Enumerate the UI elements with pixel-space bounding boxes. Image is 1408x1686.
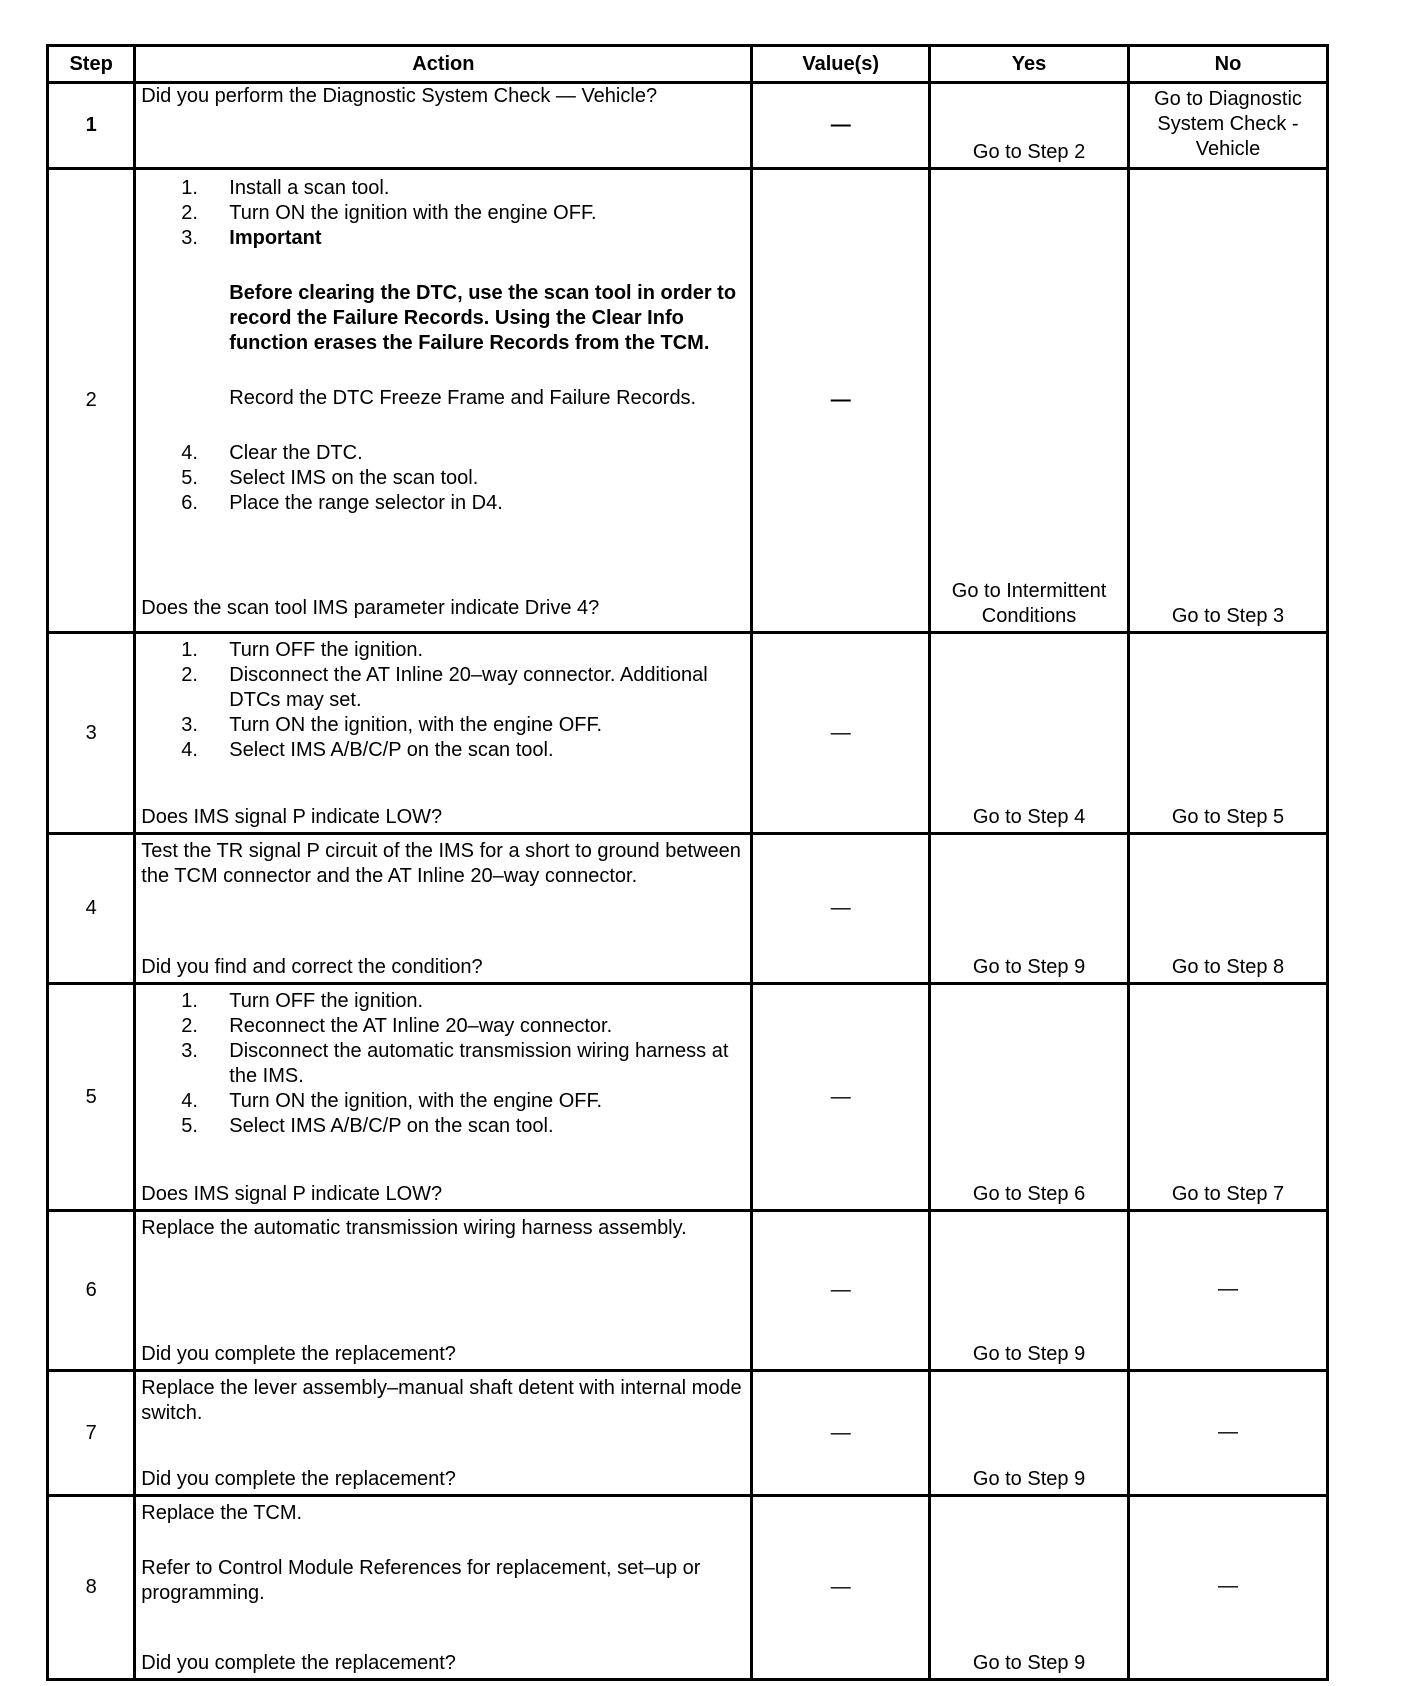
yes-cell: Go to Step 4 [930, 633, 1129, 834]
list-item: 3. Turn ON the ignition, with the engine OFF. [181, 714, 603, 736]
header-step: Step [48, 46, 135, 83]
table-row [48, 633, 1328, 834]
question-text: Does IMS signal P indicate LOW? [141, 806, 443, 828]
record-instruction: Record the DTC Freeze Frame and Failure Records. [229, 387, 697, 409]
step-number: 6 [48, 1211, 135, 1371]
action-text: Refer to Control Module References for replacement, set–up or programming. [141, 1557, 701, 1604]
value-cell: — [752, 83, 930, 169]
action-cell [135, 169, 752, 633]
no-cell: Go to Step 8 [1129, 834, 1328, 984]
action-text: Replace the TCM. [141, 1502, 303, 1524]
list-item: 5. Select IMS on the scan tool. [181, 467, 479, 489]
action-cell [135, 1371, 752, 1496]
list-item: 5. Select IMS A/B/C/P on the scan tool. [181, 1115, 554, 1137]
value-cell: — [752, 633, 930, 834]
action-cell [135, 633, 752, 834]
header-action: Action [135, 46, 752, 83]
list-item: 1. Install a scan tool. [181, 177, 390, 199]
yes-cell: Go to Step 9 [930, 1496, 1129, 1680]
action-cell [135, 984, 752, 1211]
table-row [48, 834, 1328, 984]
action-cell [135, 834, 752, 984]
action-text: Replace the automatic transmission wiring harness assembly. [141, 1217, 687, 1239]
header-values: Value(s) [752, 46, 930, 83]
step-number: 3 [48, 633, 135, 834]
value-cell: — [752, 1496, 930, 1680]
step-number: 7 [48, 1371, 135, 1496]
yes-cell: Go to Step 2 [930, 83, 1129, 169]
yes-cell: Go to Step 6 [930, 984, 1129, 1211]
list-item: 1. Turn OFF the ignition. [181, 639, 424, 661]
value-cell: — [752, 1371, 930, 1496]
header-row [48, 46, 1328, 83]
yes-cell: Go to Step 9 [930, 1371, 1129, 1496]
question-text: Did you complete the replacement? [141, 1652, 456, 1674]
no-cell: — [1129, 1371, 1328, 1496]
list-item: 2. Turn ON the ignition with the engine OFF. [181, 202, 597, 224]
step-list [141, 989, 745, 1139]
list-item: 6. Place the range selector in D4. [181, 492, 503, 514]
question-text: Did you complete the replacement? [141, 1343, 456, 1365]
table-row [48, 1496, 1328, 1680]
value-cell: — [752, 1211, 930, 1371]
question-text: Does IMS signal P indicate LOW? [141, 1183, 443, 1205]
table-row [48, 83, 1328, 169]
value-cell: — [752, 169, 930, 633]
value-cell: — [752, 984, 930, 1211]
header-yes: Yes [930, 46, 1129, 83]
list-item: 4. Select IMS A/B/C/P on the scan tool. [181, 739, 554, 761]
no-cell: — [1129, 1496, 1328, 1680]
step-list [141, 638, 745, 763]
action-text: Test the TR signal P circuit of the IMS for a short to ground between the TCM connector and the AT Inline 20–way connector. [141, 840, 741, 887]
table-row [48, 1211, 1328, 1371]
yes-cell: Go to Step 9 [930, 834, 1129, 984]
important-note: Before clearing the DTC, use the scan tool in order to record the Failure Records. Using the Clear Info function erases the Failure Records from the TCM. [229, 282, 737, 354]
question-text: Did you find and correct the condition? [141, 956, 483, 978]
no-cell: Go to Step 7 [1129, 984, 1328, 1211]
question-text: Does the scan tool IMS parameter indicate Drive 4? [141, 597, 600, 619]
no-cell: — [1129, 1211, 1328, 1371]
question-text: Did you complete the replacement? [141, 1468, 456, 1490]
list-item: 2. Reconnect the AT Inline 20–way connector. [181, 1015, 613, 1037]
list-item: 3. Disconnect the automatic transmission wiring harness at the IMS. [181, 1040, 729, 1087]
step-number: 4 [48, 834, 135, 984]
yes-cell: Go to Intermittent Conditions [930, 169, 1129, 633]
table-row [48, 984, 1328, 1211]
list-item: 4. Turn ON the ignition, with the engine OFF. [181, 1090, 603, 1112]
no-cell: Go to Step 3 [1129, 169, 1328, 633]
step-list [141, 441, 745, 516]
no-cell: Go to Step 5 [1129, 633, 1328, 834]
action-cell [135, 1496, 752, 1680]
value-cell: — [752, 834, 930, 984]
yes-cell: Go to Step 9 [930, 1211, 1129, 1371]
action-text: Replace the lever assembly–manual shaft detent with internal mode switch. [141, 1377, 742, 1424]
action-text: Did you perform the Diagnostic System Check — Vehicle? [135, 83, 752, 169]
step-number: 2 [48, 169, 135, 633]
list-item: 4. Clear the DTC. [181, 442, 363, 464]
step-number: 8 [48, 1496, 135, 1680]
list-item: 1. Turn OFF the ignition. [181, 990, 424, 1012]
list-item: 2. Disconnect the AT Inline 20–way connector. Additional DTCs may set. [181, 664, 708, 711]
action-cell [135, 1211, 752, 1371]
header-no: No [1129, 46, 1328, 83]
step-number: 5 [48, 984, 135, 1211]
table-row [48, 169, 1328, 633]
diagnostic-table [46, 44, 1329, 1681]
no-cell: Go to Diagnostic System Check - Vehicle [1129, 83, 1328, 169]
list-item: 3. Important [181, 227, 322, 249]
step-number: 1 [48, 83, 135, 169]
table-row [48, 1371, 1328, 1496]
step-list [141, 176, 745, 251]
